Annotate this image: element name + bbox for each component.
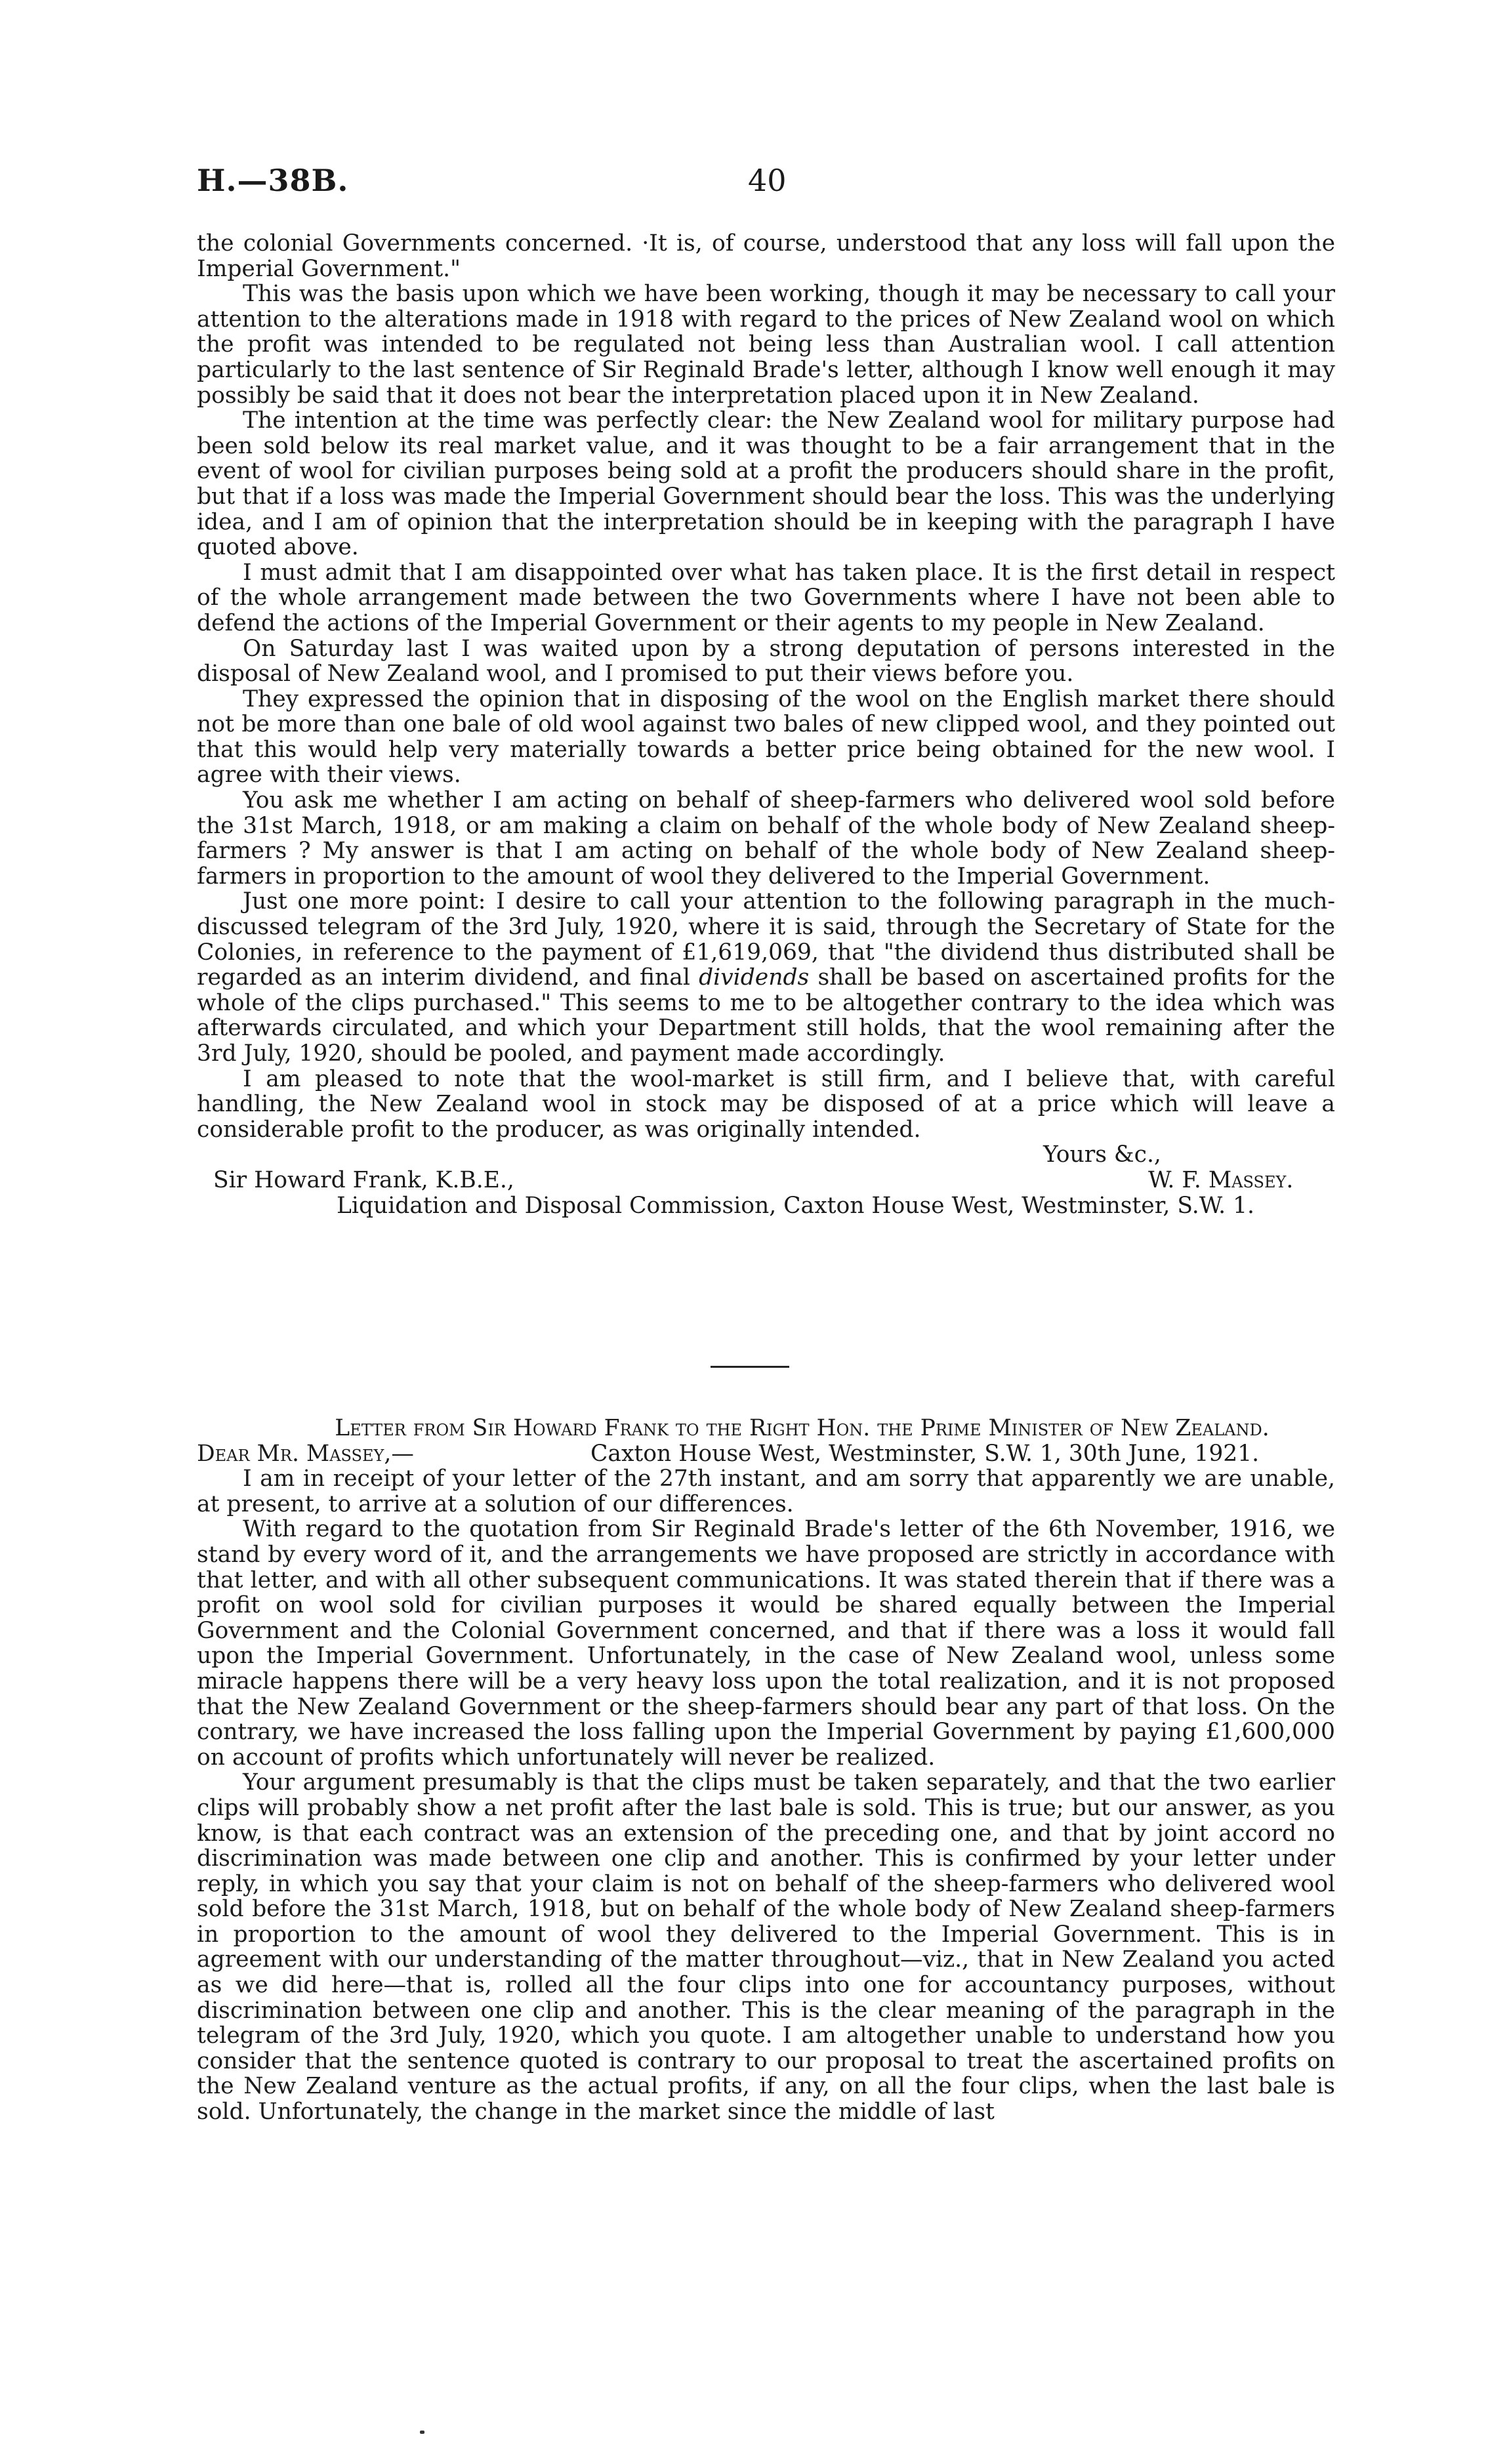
paragraph: You ask me whether I am acting on behalf of sheep-farmers who delivered wool sold before the 31st March, 1918, or am making a claim on behalf of the whole body of New Zealand sheep-farmers ? My answer is that I am acting on behalf of the whole body of New Zealand sheep-farmers in proportion to the amount of wool they delivered to the Imperial Government.: [197, 787, 1335, 890]
paragraph: Your argument presumably is that the clips must be taken separately, and that the two earlier clips will probably show a net profit after the last bale is sold. This is true; but our answer, as you know, is that each contract was an extension of the preceding one, and that by joint accord no discrimination was made between one clip and another. This is confirmed by your letter under reply, in which you say that your claim is not on behalf of the sheep-farmers who delivered wool sold before the 31st March, 1918, but on behalf of the whole body of New Zealand sheep-farmers in proportion to the amount of wool they delivered to the Imperial Government. This is in agreement with our understanding of the matter throughout—viz., that in New Zealand you acted as we did here—that is, rolled all the four clips into one for accountancy purposes, without discrimination between one clip and another. This is the clear meaning of the paragraph in the telegram of the 3rd July, 1920, which you quote. I am altogether unable to understand how you consider that the sentence quoted is contrary to our proposal to treat the ascertained profits on the New Zealand venture as the actual profits, if any, on all the four clips, when the last bale is sold. Unfortunately, the change in the market since the middle of last: [197, 1769, 1335, 2125]
italic-text: dividends: [699, 964, 810, 991]
page-number: 40: [748, 163, 787, 198]
paragraph-telegram-point: [197, 889, 1335, 1066]
paragraph: I am pleased to note that the wool-market is still firm, and I believe that, with careful handling, the New Zealand wool in stock may be disposed of at a price which will leave a considerable profit to the producer, as was originally intended.: [197, 1065, 1335, 1143]
letter-massey-continued: [197, 231, 1335, 1218]
paragraph: This was the basis upon which we have been working, though it may be necessary to call your attention to the alterations made in 1918 with regard to the prices of New Zealand wool on which the profit was intended to be regulated not being less than Australian wool. I call attention particularly to the last sentence of Sir Reginald Brade's letter, although I know well enough it may possibly be said that it does not bear the interpretation placed upon it in New Zealand.: [197, 281, 1335, 409]
paragraph: They expressed the opinion that in disposing of the wool on the English market there should not be more than one bale of old wool against two bales of new clipped wool, and they pointed out that this would help very materially towards a better price being obtained for the new wool. I agree with their views.: [197, 686, 1335, 789]
paragraph: the colonial Governments concerned. ·It is, of course, understood that any loss will fall upon the Imperial Government.": [197, 230, 1335, 282]
addressee: Sir Howard Frank, K.B.E.,: [213, 1166, 514, 1193]
salutation: Dear Mr. Massey,—: [197, 1440, 414, 1467]
text-run: shall be based on ascertained profits for the whole of the clips purchased." This seems to me to be altogether contrary to the idea which was afterwards circulated, and which your Department still holds, that the wool remaining after the 3rd July, 1920, should be pooled, and payment made accordingly.: [197, 964, 1335, 1067]
page-header: [197, 163, 1325, 209]
closing-row: [197, 1142, 1335, 1168]
paragraph: The intention at the time was perfectly clear: the New Zealand wool for military purpose had been sold below its real market value, and it was thought to be a fair arrangement that in the event of wool for civilian purposes being sold at a profit the producers should share in the profit, but that if a loss was made the Imperial Government should bear the loss. This was the underlying idea, and I am of opinion that the interpretation should be in keeping with the paragraph I have quoted above.: [197, 407, 1335, 561]
place-and-date: Caxton House West, Westminster, S.W. 1, 30th June, 1921.: [590, 1440, 1260, 1467]
paragraph: With regard to the quotation from Sir Reginald Brade's letter of the 6th November, 1916, we stand by every word of it, and the arrangements we have proposed are strictly in accordance with that letter, and with all other subsequent communications. It was stated therein that if there was a profit on wool sold for civilian purposes it would be shared equally between the Imperial Government and the Colonial Government concerned, and that if there was a loss it would fall upon the Imperial Government. Unfortunately, in the case of New Zealand wool, unless some miracle happens there will be a very heavy loss upon the total realization, and it is not proposed that the New Zealand Government or the sheep-farmers should bear any part of that loss. On the contrary, we have increased the loss falling upon the Imperial Government by paying £1,600,000 on account of profits which unfortunately will never be realized.: [197, 1516, 1335, 1771]
signature: W. F. Massey.: [1148, 1166, 1294, 1193]
letter-frank: [197, 1416, 1335, 2125]
document-reference: H.—38B.: [197, 163, 349, 198]
paragraph: I must admit that I am disappointed over what has taken place. It is the first detail in respect of the whole arrangement made between the two Governments where I have not been able to defend the actions of the Imperial Government or their agents to my people in New Zealand.: [197, 559, 1335, 636]
addressee-row: [197, 1168, 1335, 1193]
letter-title-text: Letter from Sir Howard Frank to the Right Hon. the Prime Minister of New Zealand.: [335, 1415, 1270, 1441]
paragraph: On Saturday last I was waited upon by a strong deputation of persons interested in the disposal of New Zealand wool, and I promised to put their views before you.: [197, 635, 1335, 688]
addressee-address: Liquidation and Disposal Commission, Caxton House West, Westminster, S.W. 1.: [337, 1192, 1255, 1219]
letter-title: [197, 1416, 1335, 1441]
closing-phrase: Yours &c.,: [1043, 1141, 1161, 1168]
section-divider: [711, 1366, 789, 1368]
salutation-row: [197, 1441, 1335, 1467]
ink-mark: [420, 2431, 424, 2434]
text-run: Just one more point: I desire to call your attention to the following paragraph in the much-discussed telegram of the 3rd July, 1920, where it is said, through the Secretary of State for the Colonies, in reference to the payment of £1,619,069, that "the dividend thus distributed shall be regarded as an interim dividend, and final: [197, 888, 1335, 991]
paragraph: I am in receipt of your letter of the 27th instant, and am sorry that apparently we are unable, at present, to arrive at a solution of our differences.: [197, 1466, 1335, 1517]
